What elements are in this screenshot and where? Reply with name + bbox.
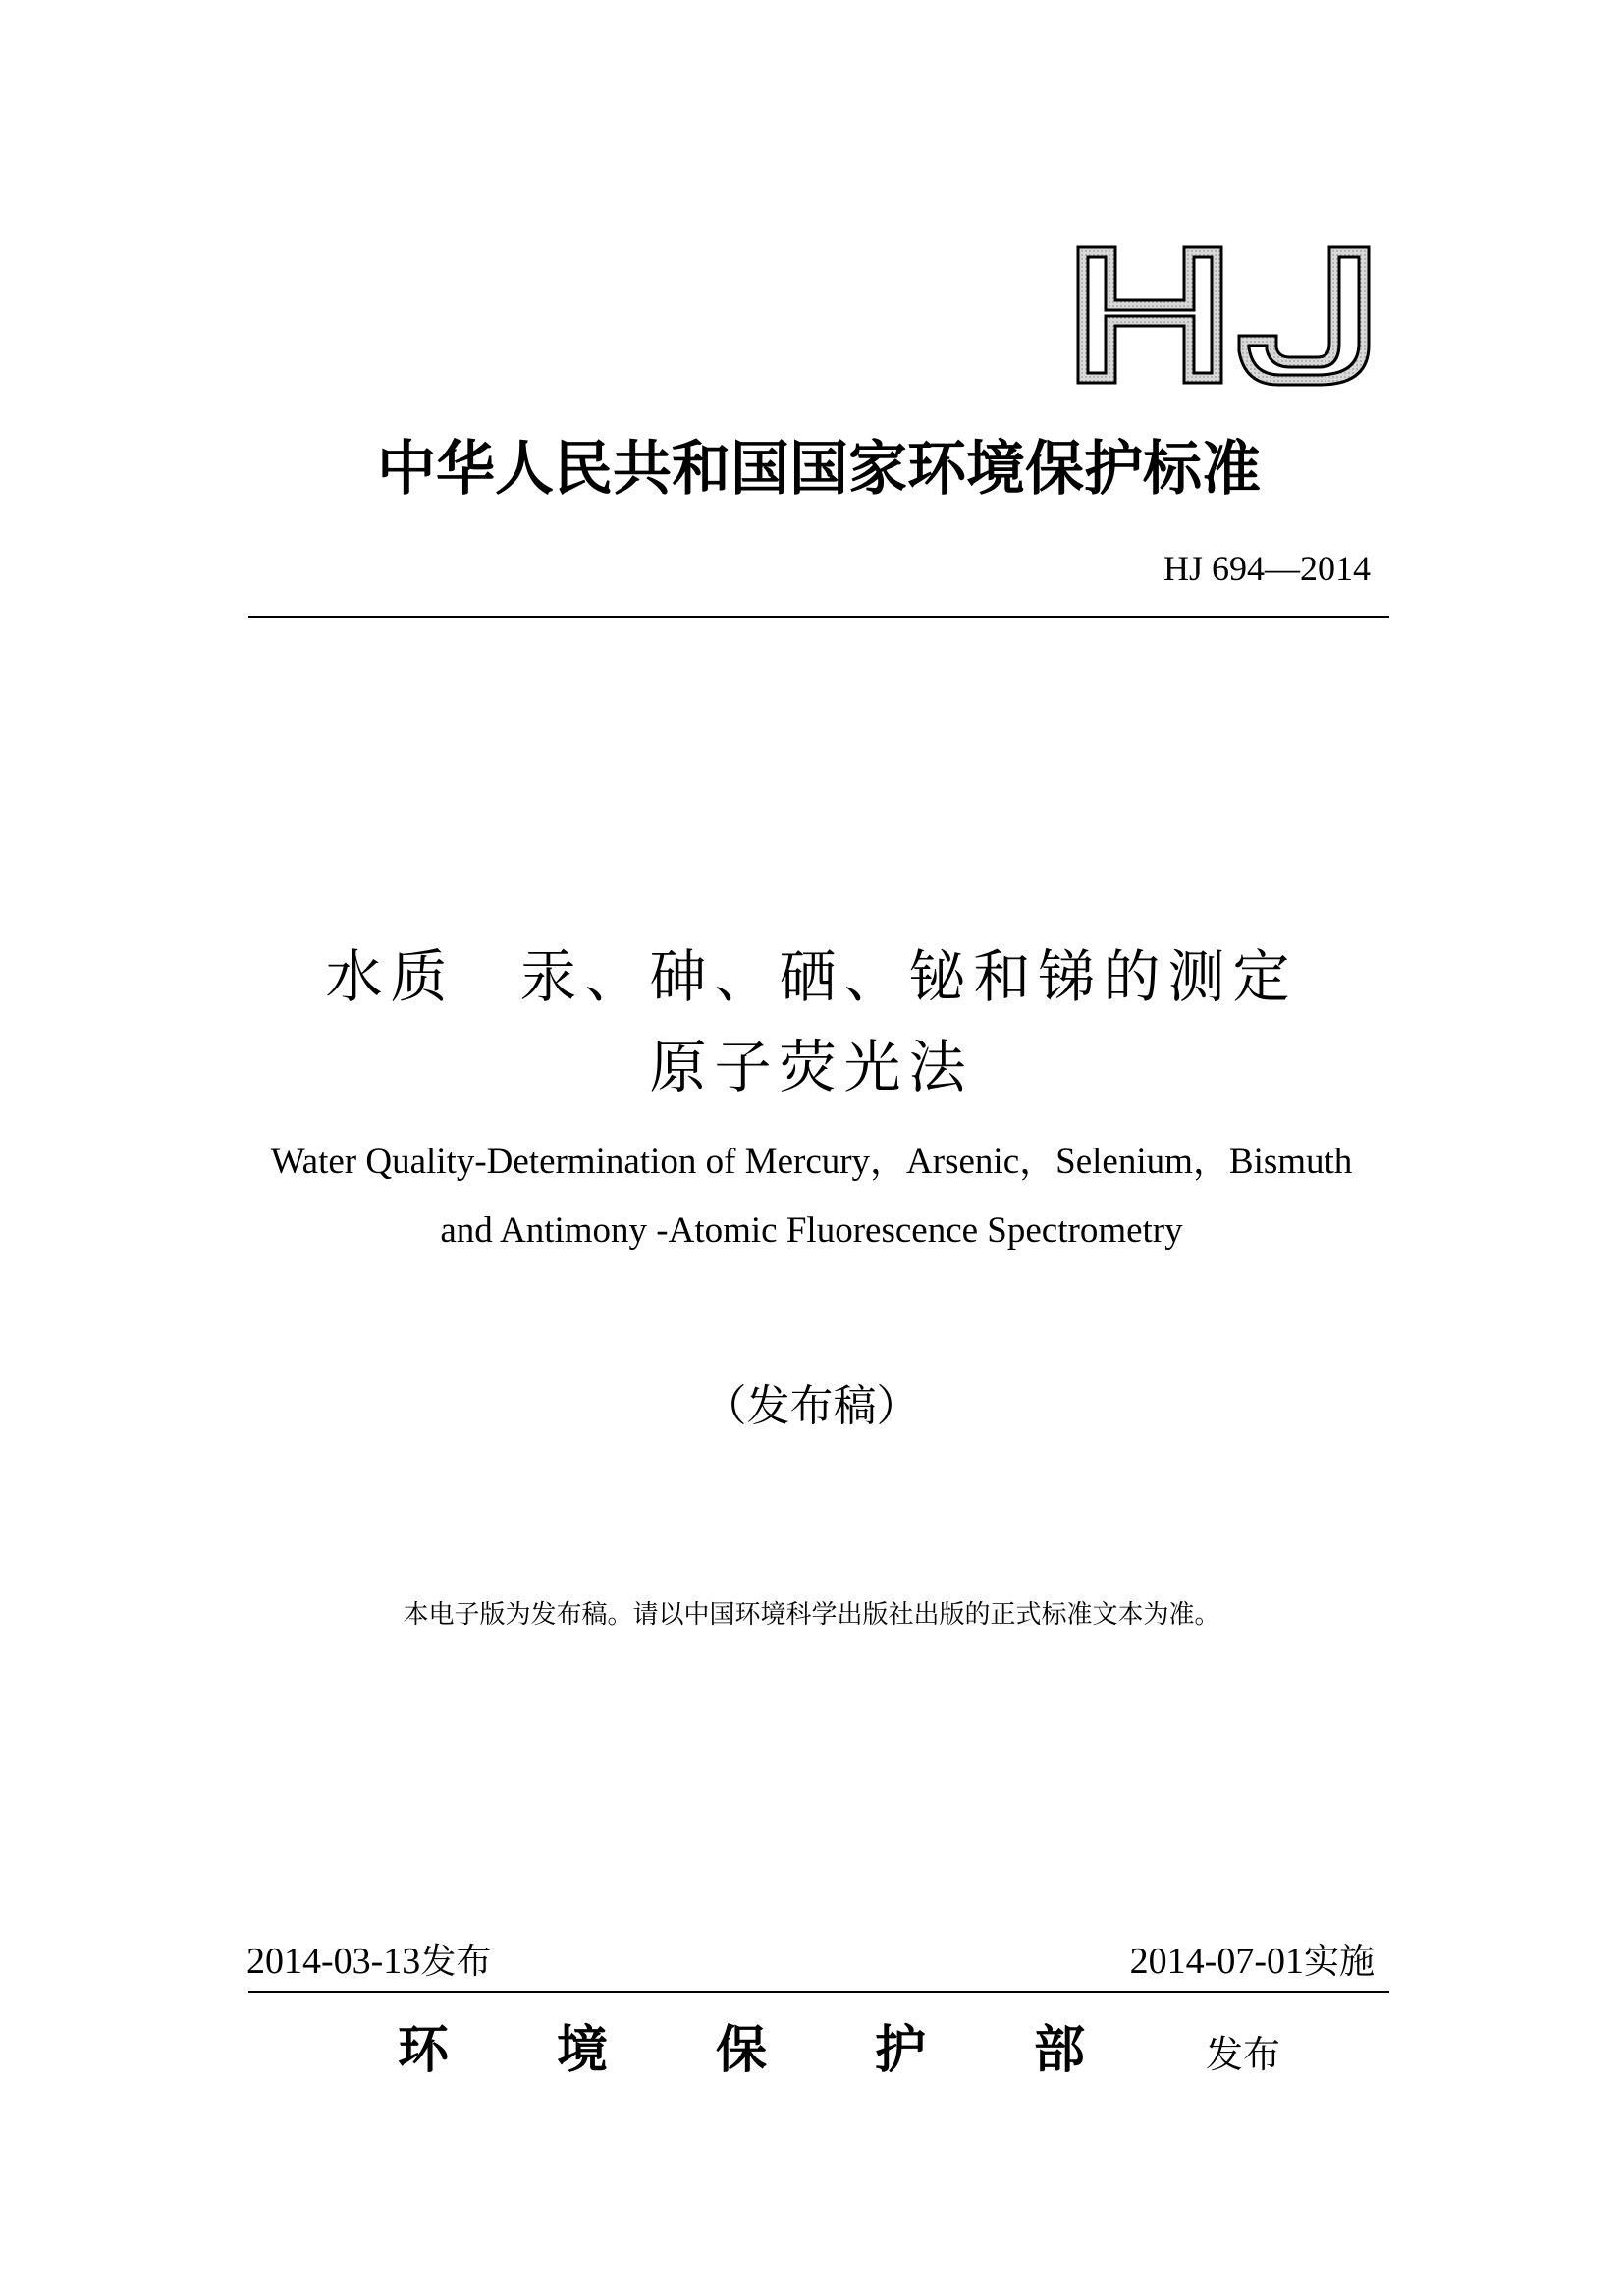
cn-title-line-1: 水质 汞、砷、硒、铋和锑的测定 bbox=[325, 943, 1298, 1010]
effective-date-value: 2014-07-01 bbox=[1129, 1941, 1304, 1982]
standard-number: HJ 694—2014 bbox=[1163, 549, 1371, 588]
issuer-name bbox=[398, 2008, 1085, 2082]
draft-status: （发布稿） bbox=[703, 1381, 920, 1431]
issuer-char: 部 bbox=[1033, 2020, 1085, 2080]
en-title-line-1: Water Quality-Determination of Mercury，Arsenic，Selenium，Bismuth bbox=[270, 1142, 1353, 1182]
effective-date-label: 实施 bbox=[1303, 1942, 1375, 1982]
issuer-char: 环 bbox=[398, 2020, 450, 2080]
hj-logo bbox=[1072, 241, 1377, 389]
hj-logo-text: HJ bbox=[1072, 241, 1074, 242]
edition-notice: 本电子版为发布稿。请以中国环境科学出版社出版的正式标准文本为准。 bbox=[403, 1600, 1220, 1629]
bottom-divider bbox=[248, 1991, 1389, 1993]
org-title: 中华人民共和国国家环境保护标准 bbox=[377, 435, 1261, 504]
en-title-line-2: and Antimony -Atomic Fluorescence Spectrometry bbox=[440, 1210, 1183, 1251]
issuer-char: 境 bbox=[556, 2020, 608, 2080]
cn-title-line-2: 原子荧光法 bbox=[649, 1034, 974, 1100]
publish-date-value: 2014-03-13 bbox=[246, 1941, 421, 1982]
effective-date bbox=[1130, 1934, 1375, 1984]
issuer-char: 保 bbox=[715, 2020, 767, 2080]
publish-date bbox=[246, 1934, 491, 1984]
publish-date-label: 发布 bbox=[420, 1942, 492, 1982]
top-divider bbox=[248, 616, 1389, 618]
issuer-char: 护 bbox=[874, 2020, 926, 2080]
issuer-suffix: 发布 bbox=[1206, 2033, 1281, 2076]
